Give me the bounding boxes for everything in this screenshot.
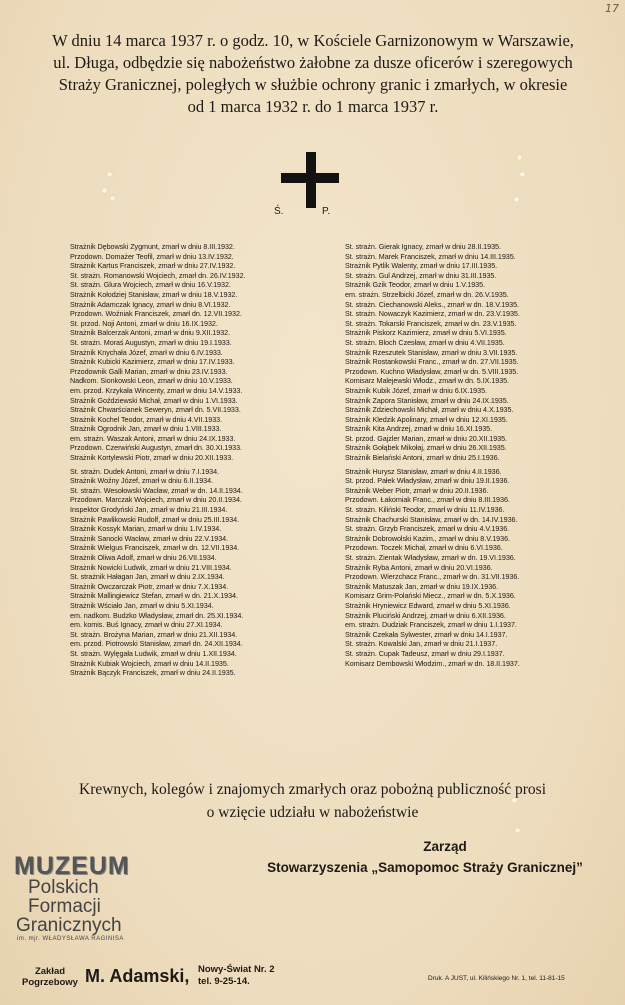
list-item: St. strażn. Nowaczyk Kazimierz, zmarł w dn. 23.V.1935. (345, 309, 520, 319)
list-item: St. strażn. Marek Franciszek, zmarł w dniu 14.III.1935. (345, 251, 516, 261)
stamp-line: Granicznych (16, 915, 122, 936)
list-item: Strażnik Wściało Jan, zmarł w dniu 5.XI.1934. (70, 600, 214, 610)
list-item: Strażnik Pawlikowski Rudolf, zmarł w dniu 25.III.1934. (70, 514, 240, 524)
list-item: Strażnik Kita Andrzej, zmarł w dniu 16.XI.1935. (345, 424, 493, 434)
list-item: Strażnik Chachurski Stanisław, zmarł w dn. 14.IV.1936. (345, 514, 518, 524)
list-item: Strażnik Gołąbek Mikołaj, zmarł w dniu 26.XII.1935. (345, 443, 507, 453)
punch-hole (102, 188, 107, 193)
list-item: St. strażn. Brożyna Marian, zmarł w dniu 21.XII.1934. (70, 629, 238, 639)
header-line: Straży Granicznej, poległych w służbie ochrony granic i zmarłych, w okresie (58, 75, 568, 94)
board-association: Stowarzyszenia „Samopomoc Straży Granicznej” (267, 860, 583, 875)
list-item: Strażnik Kledzik Apolinary, zmarł w dniu 12.XI.1935. (345, 414, 508, 424)
list-item: Przodown. Domażer Teofil, zmarł w dniu 13.IV.1932. (70, 251, 234, 261)
punch-hole (110, 196, 115, 201)
funeral-home-label (20, 966, 80, 988)
board-title: Zarząd (423, 839, 467, 854)
list-item: Przodown. Woźniak Franciszek, zmarł dn. 12.VII.1932. (70, 309, 242, 319)
signature-board (240, 836, 610, 878)
list-item: Strażnik Kossyk Marian, zmarł w dniu 1.IV.1934. (70, 524, 222, 534)
list-item: Strażnik Woźny Józef, zmarł w dniu 6.II.1934. (70, 476, 214, 486)
left-list (70, 242, 285, 678)
list-item: Strażnik Goździewski Michał, zmarł w dniu 1.VI.1933. (70, 395, 238, 405)
list-item: St. przod. Noji Antoni, zmarł w dniu 16.IX.1932. (70, 318, 218, 328)
list-item: Przodownik Galli Marian, zmarł w dniu 23.IV.1933. (70, 366, 228, 376)
list-item: Strażnik Kubiak Wojciech, zmarł w dniu 14.II.1935. (70, 658, 229, 668)
printer-imprint: Druk. A JUST, ul. Kilińskiego Nr. 1, tel. 11-81-15 (428, 975, 565, 982)
header-line: od 1 marca 1932 r. do 1 marca 1937 r. (187, 97, 439, 116)
list-item: Strażnik Rostankowski Franc., zmarł w dn. 27.VII.1935. (345, 357, 519, 367)
list-item: Strażnik Kartus Franciszek, zmarł w dniu 27.IV.1932. (70, 261, 236, 271)
list-item: Strażnik Kortylewski Piotr, zmarł w dniu 20.XII.1933. (70, 453, 234, 463)
list-item: Strażnik Zapora Stanisław, zmarł w dniu 24.IX.1935. (345, 395, 509, 405)
punch-hole (515, 828, 520, 833)
label-pogrzebowy: Pogrzebowy (22, 977, 78, 988)
address-line: Nowy-Świat Nr. 2 (198, 964, 275, 975)
funeral-home-address (198, 964, 275, 988)
list-item: Nadkom. Sionkowski Leon, zmarł w dniu 10.V.1933. (70, 376, 233, 386)
phone-line: tel. 9-25-14. (198, 976, 250, 987)
list-item: Strażnik Weber Piotr, zmarł w dniu 20.II.1936. (345, 485, 489, 495)
list-item: St. strażn. Romanowski Wojciech, zmarł dn. 26.IV.1932. (70, 270, 246, 280)
list-item: St. przod. Gajzler Marian, zmarł w dniu 20.XII.1935. (345, 433, 507, 443)
list-item: Komisarz Dembowski Włodzim., zmarł w dn. 18.II.1937. (345, 658, 520, 668)
list-item: Strażnik Matuszak Jan, zmarł w dniu 19.IX.1936. (345, 581, 499, 591)
list-item: Przodown. Kuchno Władysław, zmarł w dn. 5.VIII.1935. (345, 366, 519, 376)
list-item: Strażnik Pluciński Andrzej, zmarł w dniu 6.XII.1936. (345, 610, 506, 620)
list-item: Przodown. Toczek Michał, zmarł w dniu 6.VI.1936. (345, 543, 503, 553)
list-item: Strażnik Kołodziej Stanisław, zmarł w dniu 18.V.1932. (70, 289, 238, 299)
list-item: Strażnik Balcerzak Antoni, zmarł w dniu 9.XII.1932. (70, 328, 231, 338)
list-item: Strażnik Nowicki Ludwik, zmarł w dniu 21.VIII.1934. (70, 562, 232, 572)
archive-number: 17 (605, 2, 619, 15)
list-item: Strażnik Gzik Teodor, zmarł w dniu 1.V.1935. (345, 280, 486, 290)
sp-left: Ś. (274, 206, 284, 217)
stamp-line: Polskich (28, 877, 99, 898)
list-item: Strażnik Kochel Teodor, zmarł w dniu 4.VII.1933. (70, 414, 223, 424)
invite-line-1: Krewnych, kolegów i znajomych zmarłych oraz pobożną publiczność prosi (79, 781, 546, 798)
list-item: St. strażn. Kowalski Jan, zmarł w dniu 21.I.1937. (345, 639, 498, 649)
cross-icon (281, 152, 339, 208)
list-item: Strażnik Knychała Józef, zmarł w dniu 6.IV.1933. (70, 347, 223, 357)
list-item: Komisarz Grim-Polański Miecz., zmarł w dn. 5.X.1936. (345, 591, 516, 601)
list-item: St. strażn. Wylęgała Ludwik, zmarł w dniu 1.XII.1934. (70, 648, 237, 658)
list-item: St. strażn. Moraś Augustyn, zmarł w dniu 19.I.1933. (70, 337, 232, 347)
list-item: Strażnik Ryba Antoni, zmarł w dniu 20.VI.1936. (345, 562, 493, 572)
stamp-line: Formacji (28, 896, 101, 917)
list-item: em. strażn. Waszak Antoni, zmarł w dniu 24.IX.1933. (70, 433, 236, 443)
header-line: ul. Długa, odbędzie się nabożeństwo żałobne za dusze oficerów i szeregowych (53, 53, 573, 72)
list-item: St. strażn. Ciechanowski Aleks., zmarł w dn. 18.V.1935. (345, 299, 519, 309)
list-item: em. strażn. Strzelbicki Józef, zmarł w dn. 26.V.1935. (345, 289, 509, 299)
invite-line-2: o wzięcie udziału w nabożeństwie (206, 804, 419, 821)
list-item: Strażnik Chwarścianek Seweryn, zmarł dn. 5.VII.1933. (70, 405, 241, 415)
list-item: Przodown. Czerwiński Augustyn, zmarł dn. 30.XI.1933. (70, 443, 242, 453)
list-item: St. strażn. Gul Andrzej, zmarł w dniu 31.III.1935. (345, 270, 497, 280)
funeral-home-name: M. Adamski, (85, 966, 190, 986)
list-item: St. strażnik Hałagan Jan, zmarł w dniu 2.IX.1934. (70, 572, 225, 582)
list-item: St. strażn. Glura Wojciech, zmarł w dniu 16.V.1932. (70, 280, 231, 290)
list-item: St. strażn. Grzyb Franciszek, zmarł w dniu 4.V.1936. (345, 524, 510, 534)
list-item: Strażnik Hurysz Stanisław, zmarł w dniu 4.II.1936. (345, 466, 502, 476)
museum-stamp (14, 854, 149, 944)
list-item: Strażnik Mallingiewicz Stefan, zmarł w dn. 21.X.1934. (70, 591, 238, 601)
list-item: Strażnik Bielański Antoni, zmarł w dniu 25.I.1936. (345, 453, 500, 463)
right-list (345, 242, 560, 668)
stamp-line: im. mjr. WŁADYSŁAWA RAGINISA (17, 936, 124, 942)
label-zaklad: Zakład (34, 966, 66, 977)
punch-hole (107, 172, 112, 177)
stamp-line: MUZEUM (14, 852, 130, 880)
list-item: Strażnik Rzeszutek Stanisław, zmarł w dniu 3.VII.1935. (345, 347, 518, 357)
list-item: Strażnik Zdziechowski Michał, zmarł w dniu 4.X.1935. (345, 405, 514, 415)
list-item: Komisarz Malejewski Włodz., zmarł w dn. 5.IX.1935. (345, 376, 510, 386)
header-line: W dniu 14 marca 1937 r. o godz. 10, w Kościele Garnizonowym w Warszawie, (52, 31, 574, 50)
list-item: St. strażn. Wesołowski Wacław, zmarł w dn. 14.II.1934. (70, 485, 243, 495)
sp-right: P. (322, 206, 331, 217)
list-item: Strażnik Czekała Sylwester, zmarł w dniu 14.I.1937. (345, 629, 508, 639)
list-item: Strażnik Owczarczak Piotr, zmarł w dniu 7.X.1934. (70, 581, 229, 591)
list-item: Strażnik Bączyk Franciszek, zmarł w dniu 24.II.1935. (70, 668, 236, 678)
list-item: em. nadkom. Budzko Władysław, zmarł dn. 25.XI.1934. (70, 610, 244, 620)
list-item: Inspektor Grodyński Jan, zmarł w dniu 21.III.1934. (70, 505, 228, 515)
list-item: Strażnik Dębowski Zygmunt, zmarł w dniu 8.III.1932. (70, 242, 235, 251)
list-item: St. strażn. Dudek Antoni, zmarł w dniu 7.I.1934. (70, 466, 220, 476)
list-item: St. strażn. Bloch Czesław, zmarł w dniu 4.VII.1935. (345, 337, 505, 347)
list-item: Strażnik Wielgus Franciszek, zmarł w dn. 12.VII.1934. (70, 543, 240, 553)
list-item: em. komis. Buś Ignacy, zmarł w dniu 27.XI.1934. (70, 620, 223, 630)
list-item: Strażnik Piskorz Kazimierz, zmarł w dniu 5.VI.1935. (345, 328, 507, 338)
list-item: Strażnik Adamczak Ignacy, zmarł w dniu 8.VI.1932. (70, 299, 231, 309)
list-item: Przodown. Łakomiak Franc., zmarł w dniu 8.III.1936. (345, 495, 510, 505)
list-item: St. przod. Pałek Władysław, zmarł w dniu 19.II.1936. (345, 476, 510, 486)
list-item: Przodown. Wierzchacz Franc., zmarł w dn. 31.VII.1936. (345, 572, 520, 582)
list-item: St. strażn. Gierak Ignacy, zmarł w dniu 28.II.1935. (345, 242, 501, 251)
announcement-header (14, 30, 612, 118)
list-item: Przodown. Marczak Wojciech, zmarł w dniu 20.II.1934. (70, 495, 242, 505)
punch-hole (520, 172, 525, 177)
list-item: Strażnik Ogrodnik Jan, zmarł w dniu 1.VIII.1933. (70, 424, 222, 434)
list-item: St. strażn. Cupak Tadeusz, zmarł w dniu 29.I.1937. (345, 648, 505, 658)
list-item: Strażnik Kubik Józef, zmarł w dniu 6.IX.1935. (345, 385, 487, 395)
list-item: Strażnik Hryniewicz Edward, zmarł w dniu 5.XI.1936. (345, 600, 511, 610)
list-item: em. strażn. Dudziak Franciszek, zmarł w dniu 1.I.1937. (345, 620, 517, 630)
invitation (10, 778, 615, 824)
list-item: Strażnik Dobrowolski Kazim., zmarł w dniu 8.V.1936. (345, 533, 510, 543)
list-item: Strażnik Kubicki Kazimierz, zmarł w dniu 17.IV.1933. (70, 357, 235, 367)
list-item: em. przod. Piotrowski Stanisław, zmarł dn. 24.XII.1934. (70, 639, 243, 649)
list-item: St. strażn. Zientak Władysław, zmarł w dn. 19.VI.1936. (345, 553, 516, 562)
list-item: em. przod. Krzykała Wincenty, zmarł w dniu 14.V.1933. (70, 385, 243, 395)
punch-hole (514, 197, 519, 202)
list-item: Strażnik Oliwa Adolf, zmarł w dniu 26.VII.1934. (70, 553, 217, 562)
list-item: Strażnik Sanocki Wacław, zmarł w dniu 22.V.1934. (70, 533, 229, 543)
list-item: St. strażn. Tokarski Franciszek, zmarł w dn. 23.V.1935. (345, 318, 517, 328)
list-item: Strażnik Pytlik Walenty, zmarł w dniu 17.III.1935. (345, 261, 498, 271)
punch-hole (517, 155, 522, 160)
list-item: St. strażn. Kiliński Teodor, zmarł w dniu 11.IV.1936. (345, 505, 505, 515)
